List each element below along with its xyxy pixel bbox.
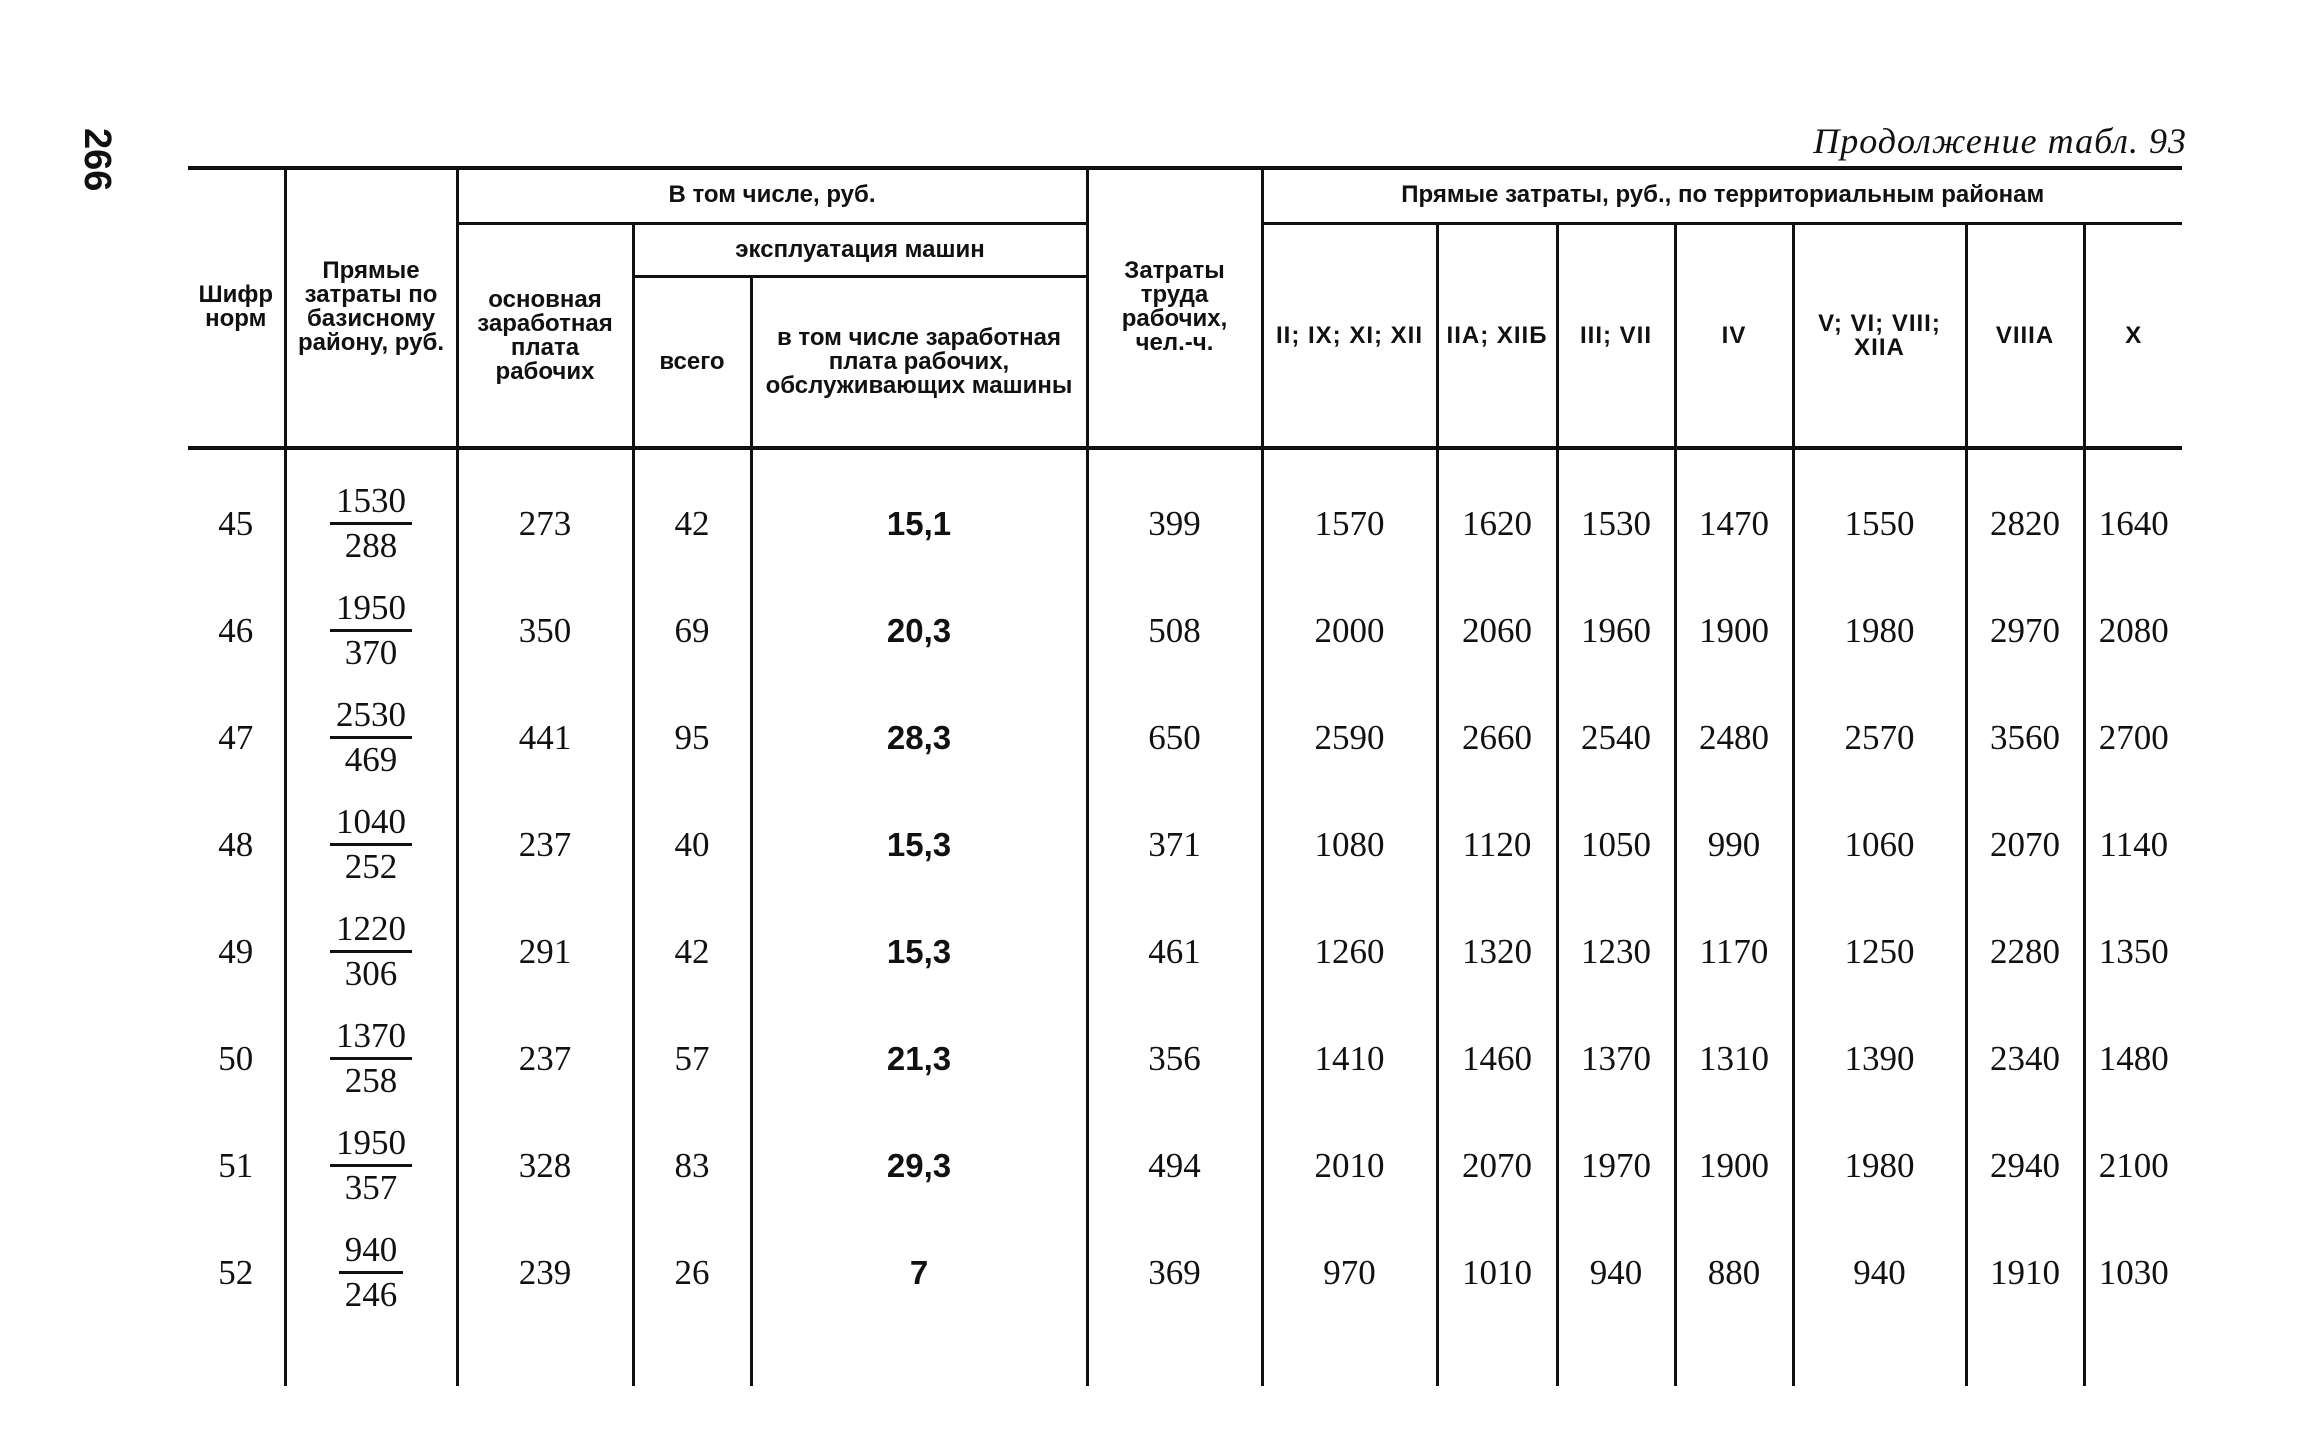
fraction-numerator: 1530	[330, 480, 412, 525]
header-direct-base: Прямые затраты по базисному району, руб.	[285, 168, 457, 448]
fraction	[330, 587, 412, 674]
cell-direct-base	[285, 791, 457, 898]
empty-cell	[1966, 1326, 2084, 1386]
cell-region-3: 1530	[1557, 470, 1675, 577]
cell-region-5: 1390	[1793, 1005, 1966, 1112]
table-row	[188, 1219, 2182, 1326]
cell-main-wage: 328	[457, 1112, 633, 1219]
cell-region-1: 2590	[1262, 684, 1437, 791]
cell-machines-total: 40	[633, 791, 751, 898]
cell-region-4: 990	[1675, 791, 1793, 898]
cell-region-6: 2280	[1966, 898, 2084, 1005]
fraction	[330, 801, 412, 888]
cell-machines-wage: 15,3	[751, 791, 1087, 898]
table-row	[188, 898, 2182, 1005]
empty-cell	[285, 1326, 457, 1386]
header-machines-total: всего	[633, 277, 751, 449]
empty-cell	[1087, 1326, 1262, 1386]
cell-code: 50	[218, 1038, 254, 1078]
header-incl-rub: В том числе, руб.	[457, 168, 1087, 224]
table-row	[188, 1005, 2182, 1112]
cell-main-wage: 237	[457, 791, 633, 898]
fraction-denominator: 258	[344, 1061, 398, 1100]
cell-region-7: 2080	[2084, 577, 2182, 684]
cell-region-4: 2480	[1675, 684, 1793, 791]
cell-region-2: 2660	[1437, 684, 1557, 791]
cell-direct-base	[285, 898, 457, 1005]
empty-cell	[1793, 1326, 1966, 1386]
fraction-numerator: 1950	[330, 587, 412, 632]
header-region-4: IV	[1675, 224, 1793, 449]
fraction	[330, 908, 412, 995]
data-table	[188, 168, 2182, 1386]
table-row	[188, 1112, 2182, 1219]
cell-region-7: 1140	[2084, 791, 2182, 898]
cell-region-1: 1570	[1262, 470, 1437, 577]
fraction	[330, 1122, 412, 1209]
header-main-wage: основная заработная плата рабочих	[457, 224, 633, 449]
header-labor: Затраты труда рабочих, чел.-ч.	[1087, 168, 1262, 448]
cell-region-2: 1460	[1437, 1005, 1557, 1112]
cell-region-3: 1230	[1557, 898, 1675, 1005]
fraction-numerator: 1040	[330, 801, 412, 846]
cell-region-1: 2010	[1262, 1112, 1437, 1219]
table-row	[188, 684, 2182, 791]
header-machines: эксплуатация машин	[633, 224, 1087, 277]
cell-region-2: 2060	[1437, 577, 1557, 684]
cell-direct-base	[285, 684, 457, 791]
empty-cell	[1675, 1326, 1793, 1386]
cell-region-6: 3560	[1966, 684, 2084, 791]
fraction-numerator: 1370	[330, 1015, 412, 1060]
cell-machines-wage: 28,3	[751, 684, 1087, 791]
empty-cell	[1557, 1326, 1675, 1386]
table-row	[188, 577, 2182, 684]
table-body	[188, 448, 2182, 1386]
cell-region-4: 1170	[1675, 898, 1793, 1005]
cell-region-2: 2070	[1437, 1112, 1557, 1219]
cell-direct-base	[285, 1219, 457, 1326]
cell-region-5: 940	[1793, 1219, 1966, 1326]
cell-region-1: 2000	[1262, 577, 1437, 684]
cell-code: 51	[218, 1145, 254, 1185]
cell-region-6: 1910	[1966, 1219, 2084, 1326]
cell-region-3: 940	[1557, 1219, 1675, 1326]
cell-code: 48	[218, 824, 254, 864]
header-region-1: II; IX; XI; XII	[1262, 224, 1437, 449]
empty-cell	[633, 1326, 751, 1386]
cell-region-7: 2700	[2084, 684, 2182, 791]
header-code: Шифр норм	[188, 168, 285, 448]
cell-region-1: 1260	[1262, 898, 1437, 1005]
cell-region-4: 1900	[1675, 577, 1793, 684]
cell-main-wage: 350	[457, 577, 633, 684]
cell-machines-total: 57	[633, 1005, 751, 1112]
cell-region-3: 1970	[1557, 1112, 1675, 1219]
page-number: 266	[76, 128, 118, 192]
cell-region-7: 1350	[2084, 898, 2182, 1005]
cell-main-wage: 239	[457, 1219, 633, 1326]
fraction-denominator: 246	[344, 1275, 398, 1314]
cell-direct-base	[285, 577, 457, 684]
cell-region-3: 1370	[1557, 1005, 1675, 1112]
cell-region-6: 2940	[1966, 1112, 2084, 1219]
header-machines-wage: в том числе заработная плата рабочих, обслуживающих машины	[751, 277, 1087, 449]
fraction-denominator: 252	[344, 847, 398, 886]
cell-labor: 461	[1087, 898, 1262, 1005]
cell-region-2: 1620	[1437, 470, 1557, 577]
cell-machines-wage: 15,1	[751, 470, 1087, 577]
cell-region-7: 1640	[2084, 470, 2182, 577]
cell-labor: 356	[1087, 1005, 1262, 1112]
cell-region-2: 1320	[1437, 898, 1557, 1005]
cell-direct-base	[285, 470, 457, 577]
cell-machines-wage: 20,3	[751, 577, 1087, 684]
cell-region-7: 1480	[2084, 1005, 2182, 1112]
cell-machines-wage: 15,3	[751, 898, 1087, 1005]
cell-main-wage: 237	[457, 1005, 633, 1112]
cell-labor: 369	[1087, 1219, 1262, 1326]
cell-region-4: 1470	[1675, 470, 1793, 577]
cell-main-wage: 291	[457, 898, 633, 1005]
empty-cell	[188, 1326, 285, 1386]
fraction-numerator: 1220	[330, 908, 412, 953]
cell-machines-total: 26	[633, 1219, 751, 1326]
cell-region-7: 2100	[2084, 1112, 2182, 1219]
cell-region-1: 1080	[1262, 791, 1437, 898]
cell-machines-wage: 7	[751, 1219, 1087, 1326]
empty-cell	[457, 1326, 633, 1386]
cell-code: 45	[218, 503, 254, 543]
cell-labor: 508	[1087, 577, 1262, 684]
cell-main-wage: 441	[457, 684, 633, 791]
cell-region-4: 1900	[1675, 1112, 1793, 1219]
cell-region-4: 880	[1675, 1219, 1793, 1326]
header-region-7: X	[2084, 224, 2182, 449]
cell-region-5: 1980	[1793, 1112, 1966, 1219]
fraction-denominator: 306	[344, 954, 398, 993]
cell-direct-base	[285, 1005, 457, 1112]
cell-machines-total: 69	[633, 577, 751, 684]
cell-region-2: 1010	[1437, 1219, 1557, 1326]
fraction-denominator: 370	[344, 633, 398, 672]
cell-region-5: 1550	[1793, 470, 1966, 577]
cell-machines-total: 42	[633, 898, 751, 1005]
fraction-numerator: 2530	[330, 694, 412, 739]
fraction-denominator: 469	[344, 740, 398, 779]
header-region-5: V; VI; VIII; XIIA	[1793, 224, 1966, 449]
header-region-3: III; VII	[1557, 224, 1675, 449]
fraction-denominator: 357	[344, 1168, 398, 1207]
fraction	[330, 480, 412, 567]
cell-code: 49	[218, 931, 254, 971]
cell-code: 47	[218, 717, 254, 757]
fraction	[330, 1015, 412, 1102]
cell-region-2: 1120	[1437, 791, 1557, 898]
cell-code: 52	[218, 1252, 254, 1292]
table-caption: Продолжение табл. 93	[1813, 121, 2187, 161]
fraction	[330, 694, 412, 781]
cell-region-6: 2070	[1966, 791, 2084, 898]
cell-region-7: 1030	[2084, 1219, 2182, 1326]
header-region-2: IIA; XIIБ	[1437, 224, 1557, 449]
empty-cell	[1262, 1326, 1437, 1386]
header-region-6: VIIIA	[1966, 224, 2084, 449]
table-row	[188, 470, 2182, 577]
cell-machines-total: 95	[633, 684, 751, 791]
cell-region-1: 1410	[1262, 1005, 1437, 1112]
cell-labor: 494	[1087, 1112, 1262, 1219]
cell-labor: 399	[1087, 470, 1262, 577]
table-header	[188, 168, 2182, 448]
fraction-numerator: 1950	[330, 1122, 412, 1167]
cell-machines-wage: 29,3	[751, 1112, 1087, 1219]
fraction-numerator: 940	[339, 1229, 404, 1274]
cell-region-6: 2820	[1966, 470, 2084, 577]
cell-machines-wage: 21,3	[751, 1005, 1087, 1112]
empty-cell	[1437, 1326, 1557, 1386]
cell-labor: 371	[1087, 791, 1262, 898]
empty-cell	[751, 1326, 1087, 1386]
cell-region-5: 1980	[1793, 577, 1966, 684]
cell-region-3: 1960	[1557, 577, 1675, 684]
empty-cell	[2084, 1326, 2182, 1386]
cell-region-6: 2340	[1966, 1005, 2084, 1112]
cell-region-3: 2540	[1557, 684, 1675, 791]
cell-machines-total: 42	[633, 470, 751, 577]
cell-code: 46	[218, 610, 254, 650]
cell-region-5: 1250	[1793, 898, 1966, 1005]
cell-region-1: 970	[1262, 1219, 1437, 1326]
cell-region-5: 1060	[1793, 791, 1966, 898]
cell-region-6: 2970	[1966, 577, 2084, 684]
table-row	[188, 791, 2182, 898]
fraction	[339, 1229, 404, 1316]
cell-main-wage: 273	[457, 470, 633, 577]
cell-region-5: 2570	[1793, 684, 1966, 791]
cell-region-3: 1050	[1557, 791, 1675, 898]
cell-region-4: 1310	[1675, 1005, 1793, 1112]
cell-machines-total: 83	[633, 1112, 751, 1219]
table-tail	[188, 1326, 2182, 1386]
cell-direct-base	[285, 1112, 457, 1219]
header-direct-regions: Прямые затраты, руб., по территориальным районам	[1262, 168, 2182, 224]
cell-labor: 650	[1087, 684, 1262, 791]
fraction-denominator: 288	[344, 526, 398, 565]
